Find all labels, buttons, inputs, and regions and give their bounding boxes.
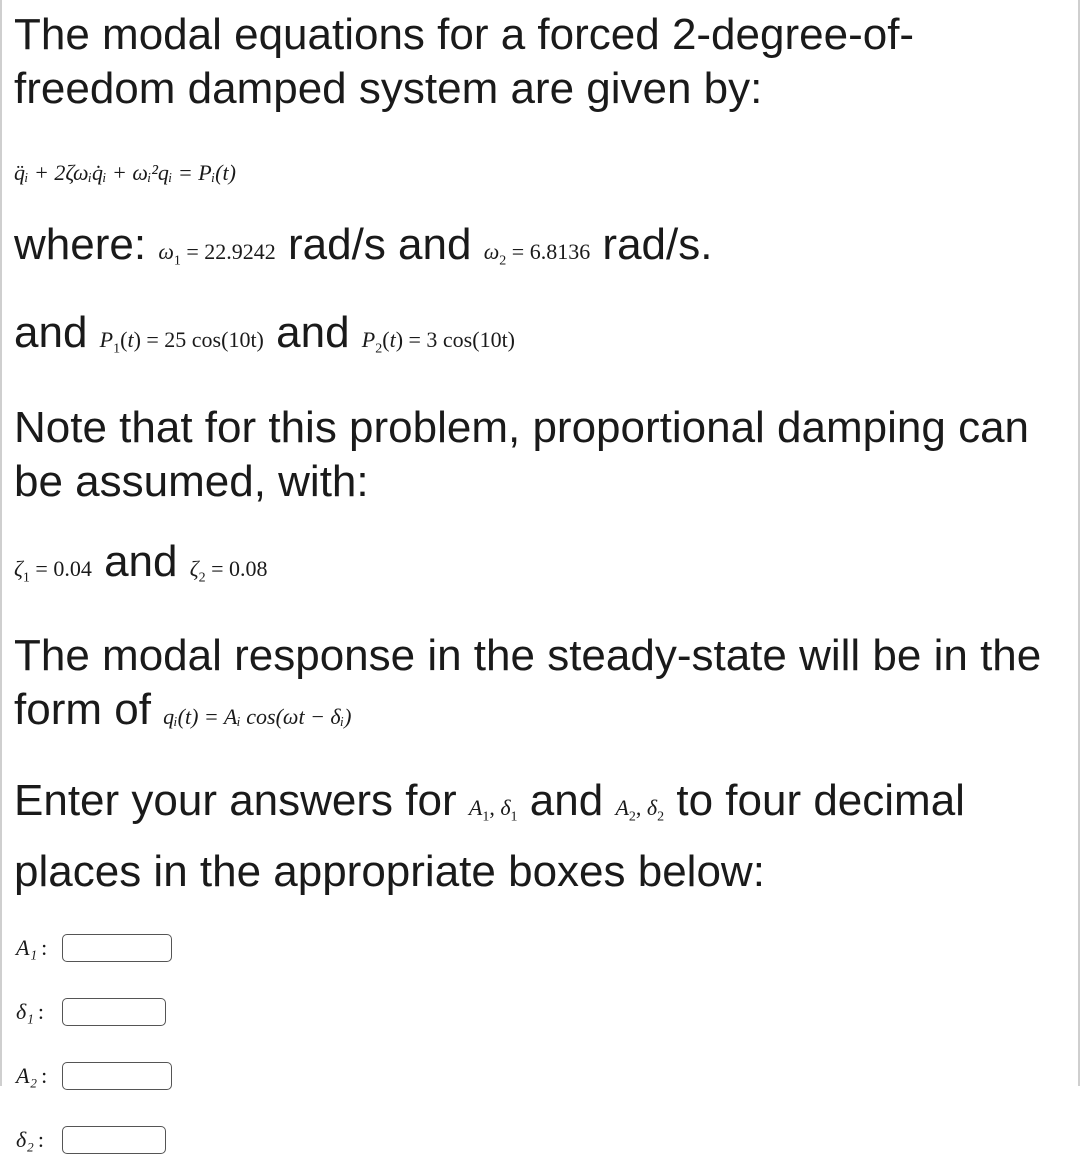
where-label: where: bbox=[14, 220, 147, 269]
omega1-expr: $\omega_1 = 22.9242$ bbox=[158, 239, 276, 269]
zeta1-value: 0.04 bbox=[53, 555, 92, 581]
p2-expr: $P_2(t) = 3$ cos(10t) bbox=[361, 327, 516, 357]
a2-input[interactable] bbox=[62, 1062, 172, 1090]
answer-label-delta1: δ₁ : bbox=[16, 998, 44, 1024]
unit2-text: rad/s. bbox=[602, 220, 713, 269]
and-word-4: and bbox=[529, 776, 604, 826]
intro-text: The modal equations for a forced 2-degree-of-freedom damped system are given by: bbox=[14, 10, 915, 113]
answer-inputs bbox=[14, 933, 1068, 1155]
response-text: The modal response in the steady-state will be in the form of bbox=[14, 631, 1042, 735]
and-word-3: and bbox=[104, 536, 178, 586]
enter-prefix: Enter your answers for bbox=[14, 776, 457, 826]
enter-line bbox=[14, 774, 1068, 898]
answer-row-a2 bbox=[14, 1061, 1068, 1091]
p2-value: 3 cos(10t) bbox=[426, 327, 516, 353]
omega2-expr: $\omega_2 = 6.8136$ bbox=[483, 239, 591, 269]
note-text: Note that for this problem, proportional damping can be assumed, with: bbox=[14, 402, 1030, 506]
answer-label-a1: A₁ : bbox=[16, 934, 48, 960]
unit1-text: rad/s and bbox=[288, 220, 472, 269]
answer-row-delta1 bbox=[14, 997, 1068, 1027]
answer-row-delta2 bbox=[14, 1125, 1068, 1155]
response-equation: qᵢ(t) = Aᵢ cos(ωt − δᵢ) bbox=[163, 704, 352, 730]
p1-expr: $P_1(t) = 25$ cos(10t) bbox=[99, 327, 264, 357]
answer-label-a2: A₂ : bbox=[16, 1062, 48, 1088]
and-word-2: and bbox=[276, 308, 350, 358]
delta1-input[interactable] bbox=[62, 998, 166, 1026]
p1-value: 25 cos(10t) bbox=[164, 327, 264, 353]
zeta1-expr: $\zeta_1 = 0.04$ bbox=[14, 555, 92, 586]
a1-input[interactable] bbox=[62, 934, 172, 962]
a2-delta2-expr: $A_2$, $\delta_2$ bbox=[615, 795, 665, 825]
zeta-line bbox=[14, 535, 1068, 605]
where-line bbox=[14, 218, 1068, 288]
modal-equation: q̈ᵢ + 2ζωᵢq̇ᵢ + ωᵢ²qᵢ = Pᵢ(t) bbox=[14, 160, 236, 185]
zeta2-expr: $\zeta_2 = 0.08$ bbox=[189, 555, 268, 586]
answer-label-delta2: δ₂ : bbox=[16, 1126, 44, 1152]
answer-row-a1 bbox=[14, 933, 1068, 963]
zeta2-value: 0.08 bbox=[229, 555, 268, 581]
a1-delta1-expr: $A_1$, $\delta_1$ bbox=[468, 795, 518, 825]
force-line bbox=[14, 306, 1068, 376]
response-line bbox=[14, 629, 1068, 744]
omega1-value: 22.9242 bbox=[204, 239, 276, 264]
omega2-value: 6.8136 bbox=[529, 239, 591, 264]
and-word-1: and bbox=[14, 308, 88, 358]
enter-suffix: to four decimal places in the appropriate boxes below: bbox=[14, 776, 965, 896]
delta2-input[interactable] bbox=[62, 1126, 166, 1154]
